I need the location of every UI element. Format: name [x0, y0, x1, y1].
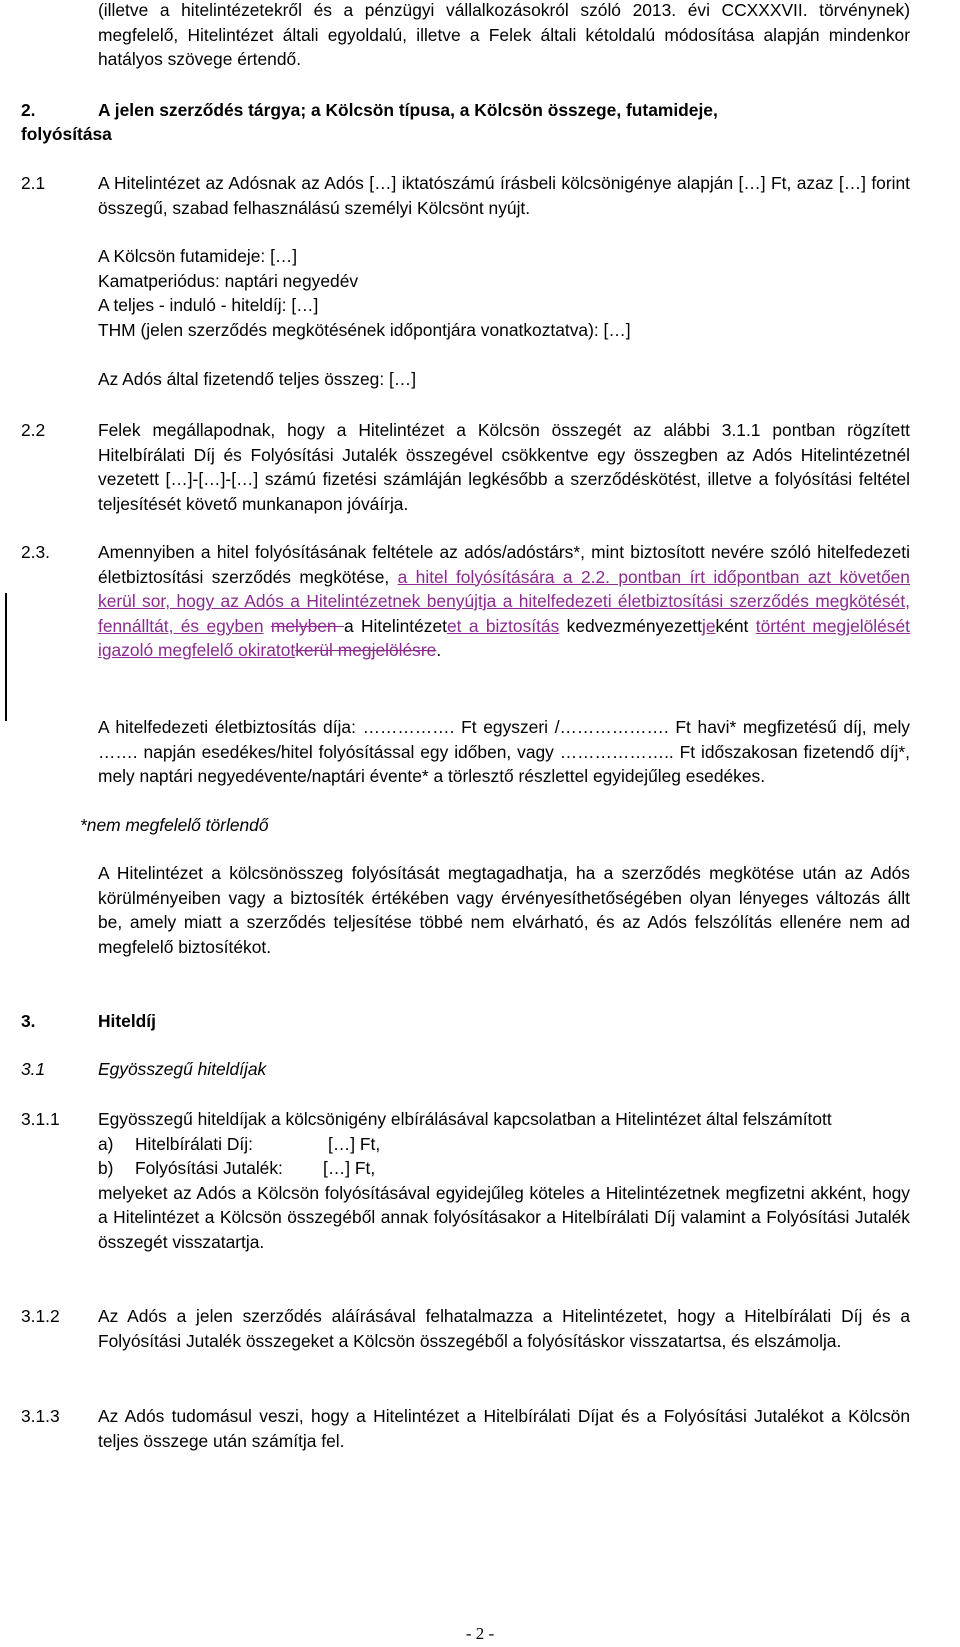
s23-insertion-4: történt megjelölését igazoló megfelelő okiratot — [98, 615, 911, 660]
section-3-1-3-text: Az Adós tudomásul veszi, hogy a Hitelintézet a Hitelbírálati Díjat és a Folyósítási Jutalékot a Kölcsön teljes összege után számítja fel. — [98, 1406, 910, 1451]
fee-item-b-value: […] Ft, — [323, 1158, 376, 1178]
section-3-1-number: 3.1 — [21, 1059, 46, 1079]
s23-text-4: kedvezményezett — [559, 615, 702, 636]
loan-details — [98, 244, 910, 342]
s23-text-3: a Hitelintézet — [343, 615, 447, 636]
section-2-3-text — [98, 540, 910, 663]
section-3-1-2-number: 3.1.2 — [21, 1306, 60, 1326]
section-3-1-1 — [98, 1107, 910, 1254]
change-bar — [5, 593, 7, 721]
s23-text-6: . — [436, 640, 442, 660]
insurance-fee-paragraph: A hitelfedezeti életbiztosítás díja: ……………. Ft egyszeri /………………. Ft havi* megfizetésű díj, mely ……. napján esedékes/hitel folyósítással egy időben, vagy ……………….. Ft időszakosan fizetendő díj*, mely naptári negyedévente/naptári évente* a törlesztő részlettel egyidejűleg esedékes. — [98, 717, 910, 786]
intro-paragraph: (illetve a hitelintézetekről és a pénzügyi vállalkozásokról szóló 2013. évi CCXXXVII. törvénynek) megfelelő, Hitelintézet általi egyoldalú, illetve a Felek általi kétoldalú módosítása alapján mindenkor hatályos szövege értendő. — [98, 0, 910, 69]
fee-item-b-label: b) — [98, 1158, 114, 1178]
s23-deletion-2: kerül megjelölésre — [295, 640, 437, 660]
section-3-1-title: Egyösszegű hiteldíjak — [98, 1059, 267, 1079]
section-2-1-number: 2.1 — [21, 173, 46, 193]
section-3-1-1-text: Egyösszegű hiteldíjak a kölcsönigény elbírálásával kapcsolatban a Hitelintézet által felszámított — [98, 1109, 832, 1129]
loan-term: A Kölcsön futamideje: […] — [98, 246, 298, 266]
interest-period: Kamatperiódus: naptári negyedév — [98, 270, 359, 291]
section-2-number: 2. — [21, 100, 36, 120]
s23-text-5: ként — [715, 615, 756, 636]
page-number: - 2 - — [465, 1624, 495, 1643]
section-2-1-text: A Hitelintézet az Adósnak az Adós […] iktatószámú írásbeli kölcsönigénye alapján […] Ft, azaz […] forint összegű, szabad felhasználású személyi Kölcsönt nyújt. — [98, 173, 910, 218]
section-3-1-1-after: melyeket az Adós a Kölcsön folyósításával egyidejűleg köteles a Hitelintézetnek megfizetni akként, hogy a Hitelintézet a Kölcsön összegéből annak folyósításakor a Hitelbírálati Díj valamint a Folyósítási Jutalék összegét visszatartja. — [98, 1182, 910, 1252]
s23-insertion-3: je — [701, 615, 716, 636]
fee-item-a-name: Hitelbírálati Díj: — [135, 1133, 253, 1154]
section-3-1-2-text: Az Adós a jelen szerződés aláírásával felhatalmazza a Hitelintézetet, hogy a Hitelbírálati Díj és a Folyósítási Jutalék összegeket a Kölcsön összegéből a folyósításkor visszatartsa, és elszámolja. — [98, 1306, 910, 1351]
section-2-title-line1: A jelen szerződés tárgya; a Kölcsön típusa, a Kölcsön összege, futamideje, — [98, 100, 718, 120]
s23-insertion-1: a hitel folyósítására a 2.2. pontban írt időpontban azt követően kerül sor, hogy az Adós a Hitelintézetnek benyújtja a hitelfedezeti életbiztosítási szerződés megkötését, fennálltát, és egyben — [98, 566, 910, 636]
section-2-2-number: 2.2 — [21, 420, 46, 440]
section-2-3-number: 2.3. — [21, 542, 51, 562]
s23-deletion-1: melyben — [270, 615, 344, 636]
s23-text-1: Amennyiben a hitel folyósításának feltétele az adós/adóstárs*, mint biztosított nevére szóló hitelfedezeti életbiztosítási szerződés megkötése, — [98, 542, 910, 587]
s23-text-2 — [264, 616, 271, 636]
section-2-title — [98, 98, 912, 123]
section-3-1-3-number: 3.1.3 — [21, 1406, 60, 1426]
total-payable: Az Adós által fizetendő teljes összeg: […] — [98, 369, 417, 389]
deletion-note: *nem megfelelő törlendő — [80, 815, 269, 835]
apr: THM (jelen szerződés megkötésének időpontjára vonatkoztatva): […] — [98, 319, 631, 340]
section-3-1-1-number: 3.1.1 — [21, 1109, 60, 1129]
fee-item-a — [98, 1132, 910, 1157]
fee-item-b — [98, 1156, 910, 1181]
fee-item-a-label: a) — [98, 1133, 114, 1154]
fee-item-b-name: Folyósítási Jutalék: — [135, 1158, 283, 1178]
s23-insertion-2: et a biztosítás — [446, 615, 560, 636]
fee-item-a-value: […] Ft, — [328, 1133, 381, 1154]
section-3-title: Hiteldíj — [98, 1011, 156, 1031]
section-3-number: 3. — [21, 1011, 36, 1031]
total-credit-cost: A teljes - induló - hiteldíj: […] — [98, 295, 319, 315]
section-2-title-cont: folyósítása — [21, 124, 112, 144]
refusal-paragraph: A Hitelintézet a kölcsönösszeg folyósítását megtagadhatja, ha a szerződés megkötése után az Adós körülményeiben vagy a biztosíték értékében vagy érvényesíthetőségében olyan lényeges változás állt be, amely miatt a szerződés teljesítése többé nem elvárható, és az Adós felszólítás ellenére nem ad megfelelő biztosítékot. — [98, 863, 910, 957]
section-2-2-text: Felek megállapodnak, hogy a Hitelintézet a Kölcsön összegét az alábbi 3.1.1 pontban rögzített Hitelbírálati Díj és Folyósítási Jutalék összegével csökkentve egy összegben az Adós Hitelintézetnél vezetett […]-[…]-[…] számú fizetési számláján legkésőbb a szerződéskötést, illetve a folyósítási feltétel teljesítését követő munkanapon jóváírja. — [98, 420, 910, 514]
